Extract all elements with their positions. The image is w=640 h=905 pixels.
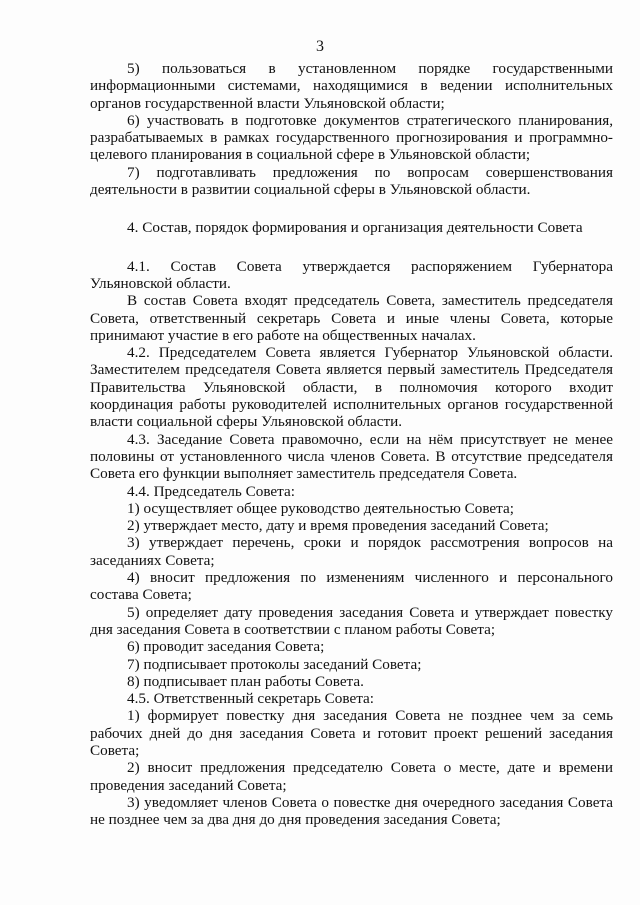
paragraph: В состав Совета входят председатель Совета, заместитель председателя Совета, ответственный секретарь Совета и иные члены Совета, которые принимают участие в его работе на общественных началах. [90,292,613,344]
list-item: 2) вносит предложения председателю Совета о месте, дате и времени проведения заседаний Совета; [90,759,613,794]
paragraph: 6) участвовать в подготовке документов стратегического планирования, разрабатываемых в рамках государственного прогнозирования и программно-целевого планирования в социальной сфере в Ульяновской области; [90,111,613,164]
paragraph: 5) пользоваться в установленном порядке государственными информационными системами, находящимися в ведении исполнительных органов государственной власти Ульяновской области; [90,60,613,112]
paragraph: 4.4. Председатель Совета: [127,482,295,500]
list-item: 7) подписывает протоколы заседаний Совета; [127,655,422,673]
document-body [90,60,613,828]
list-item: 6) проводит заседания Совета; [127,638,325,656]
list-item: 8) подписывает план работы Совета. [127,672,364,690]
list-item: 1) осуществляет общее руководство деятельностью Совета; [127,499,514,517]
paragraph: 7) подготавливать предложения по вопросам совершенствования деятельности в развитии социальной сферы в Ульяновской области. [90,163,613,199]
list-item: 2) утверждает место, дату и время проведения заседаний Совета; [127,517,549,535]
list-item: 1) формирует повестку дня заседания Совета не позднее чем за семь рабочих дней до дня заседания Совета и готовит проект решений заседания Совета; [90,707,613,759]
list-item: 5) определяет дату проведения заседания Совета и утверждает повестку дня заседания Совета в соответствии с планом работы Совета; [90,603,613,638]
section-heading: 4. Состав, порядок формирования и организация деятельности Совета [127,219,583,237]
paragraph: 4.3. Заседание Совета правомочно, если на нём присутствует не менее половины от установленного числа членов Совета. В отсутствие председателя Совета его функции выполняет заместитель председателя Совета. [90,430,613,483]
paragraph: 4.5. Ответственный секретарь Совета: [127,690,375,708]
list-item: 3) уведомляет членов Совета о повестке дня очередного заседания Совета не позднее чем за два дня до дня проведения заседания Совета; [90,793,613,829]
paragraph: 4.1. Состав Совета утверждается распоряжением Губернатора Ульяновской области. [90,257,613,292]
list-item: 4) вносит предложения по изменениям численного и персонального состава Совета; [90,569,613,604]
list-item: 3) утверждает перечень, сроки и порядок рассмотрения вопросов на заседаниях Совета; [90,534,613,569]
page-number: 3 [316,38,324,55]
paragraph: 4.2. Председателем Совета является Губернатор Ульяновской области. Заместителем председателя Совета является первый заместитель Председателя Правительства Ульяновской области, в полномочия которого входит координация работы руководителей исполнительных органов государственной власти социальной сферы Ульяновской области. [90,344,613,431]
